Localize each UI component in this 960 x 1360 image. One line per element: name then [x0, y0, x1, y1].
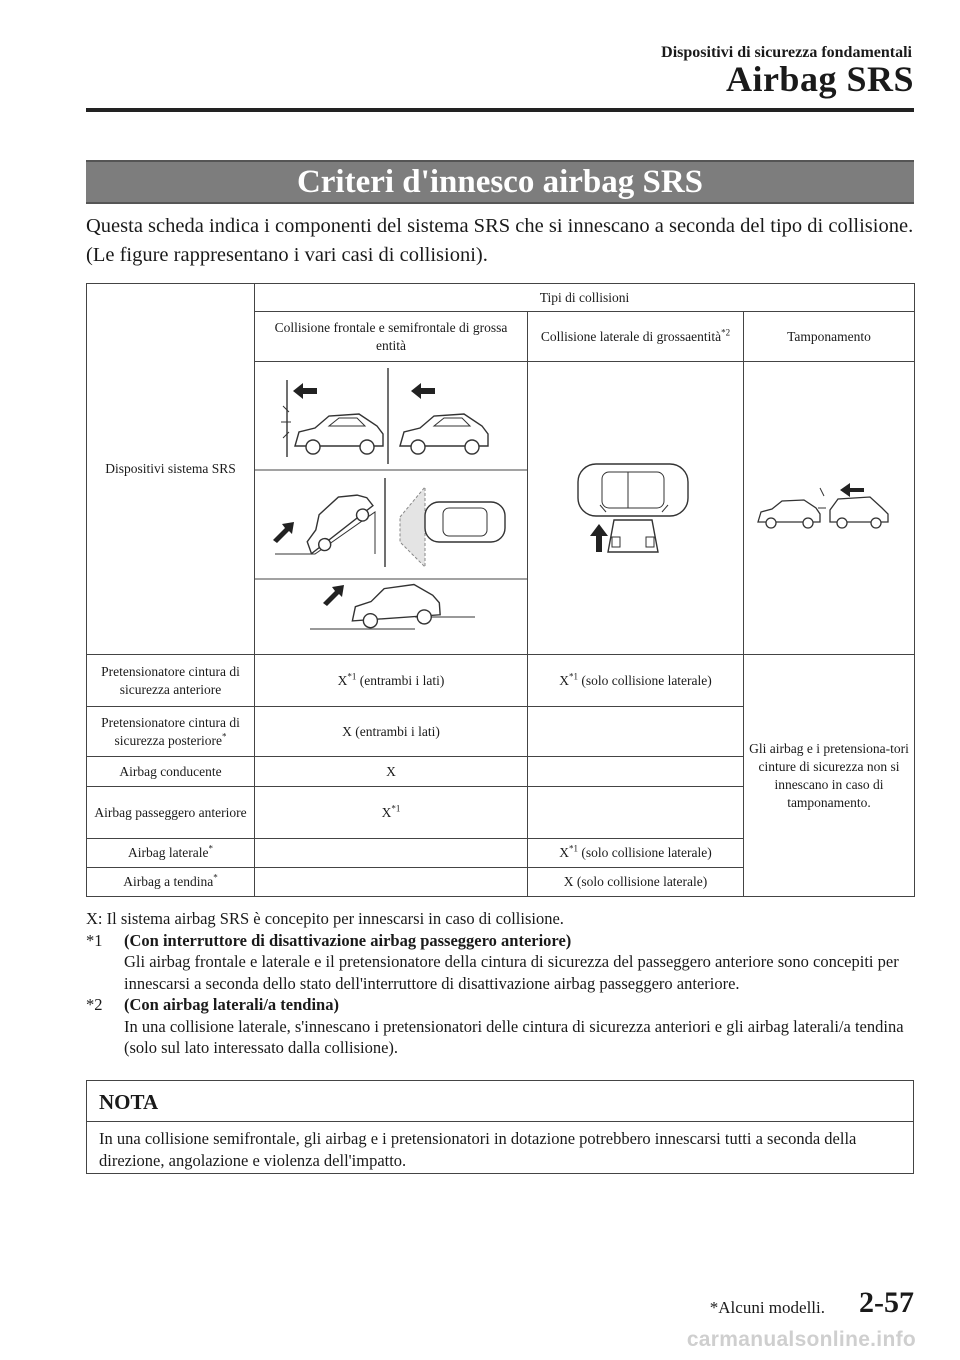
collision-types-header: Tipi di collisioni [255, 284, 915, 312]
corner-label: Dispositivi sistema SRS [87, 284, 255, 655]
frontal-cell: X (entrambi i lati) [255, 707, 528, 757]
car-collision-illustration [744, 362, 915, 654]
car-icon [400, 414, 488, 454]
header-divider [86, 108, 914, 112]
frontal-cell [255, 839, 528, 868]
frontal-collision-figures [255, 362, 528, 655]
row-label: Airbag passeggero anteriore [87, 787, 255, 839]
section-heading: Dispositivi di sicurezza fondamentali [661, 44, 912, 61]
footnote-text: In una collisione laterale, s'innescano i pretensionatori delle cintura di sicurezza anteriori e gli airbag laterali/a tendina (solo sul lato interessato dalla collisione). [124, 1016, 904, 1057]
frontal-cell [255, 868, 528, 897]
side-cell: X (solo collisione laterale) [528, 868, 744, 897]
car-collision-illustration [528, 362, 744, 654]
arrow-icon [293, 383, 317, 399]
row-label: Airbag conducente [87, 757, 255, 787]
x-meaning: X: Il sistema airbag SRS è concepito per innescarsi in caso di collisione. [86, 909, 564, 928]
row-label: Airbag laterale* [87, 839, 255, 868]
footnote-title: (Con airbag laterali/a tendina) [124, 995, 339, 1014]
car-icon [295, 414, 383, 454]
car-icon [294, 484, 377, 560]
car-icon [758, 500, 820, 528]
page-title: Airbag SRS [725, 59, 914, 99]
srs-activation-table [86, 283, 915, 897]
side-cell [528, 787, 744, 839]
arrow-icon [273, 522, 294, 543]
car-icon [350, 583, 441, 629]
intro-paragraph: Questa scheda indica i componenti del sistema SRS che si innescano a seconda del tipo di collisione. (Le figure rappresentano i vari casi di collisioni). [86, 215, 914, 266]
frontal-cell: $X^{*1}$ (entrambi i lati) [255, 655, 528, 707]
watermark: carmanualsonline.info [686, 1328, 916, 1351]
car-top-view-icon [578, 464, 688, 516]
footnote-2 [86, 994, 916, 1059]
car-front-view-icon [608, 520, 658, 552]
arrow-icon [840, 483, 864, 497]
arrow-icon [590, 524, 608, 552]
note-title: NOTA [87, 1081, 913, 1122]
frontal-cell: X [255, 757, 528, 787]
row-label: Pretensionatore cintura di sicurezza anteriore [87, 655, 255, 707]
rear-collision-figure [744, 362, 915, 655]
side-cell [528, 707, 744, 757]
footer-note: *Alcuni modelli. [709, 1298, 825, 1317]
frontal-cell: $X^{*1}$ [255, 787, 528, 839]
row-label: Airbag a tendina* [87, 868, 255, 897]
arrow-icon [411, 383, 435, 399]
section-banner: Criteri d'innesco airbag SRS [86, 160, 914, 204]
col-header-side: Collisione laterale di grossaentità$^{*2}$ [528, 312, 744, 362]
side-cell [528, 757, 744, 787]
side-cell: $X^{*1}$ (solo collisione laterale) [528, 839, 744, 868]
footnote-mark: *1 [86, 930, 103, 950]
footnote-1 [86, 930, 916, 995]
col-header-frontal: Collisione frontale e semifrontale di grossa entità [255, 312, 528, 362]
note-box [86, 1080, 914, 1174]
rear-collision-note: Gli airbag e i pretensiona-tori cinture di sicurezza non si innescano in caso di tamponamento. [744, 655, 915, 897]
legend [86, 908, 916, 1059]
car-icon [830, 497, 888, 528]
arrow-icon [323, 585, 344, 606]
note-body: In una collisione semifrontale, gli airbag e i pretensionatori in dotazione potrebbero innescarsi tutti a seconda della direzione, angolazione e violenza dell'impatto. [99, 1129, 857, 1170]
footnote-title: (Con interruttore di disattivazione airbag passeggero anteriore) [124, 930, 572, 950]
car-collision-illustration [255, 362, 528, 654]
row-label: Pretensionatore cintura di sicurezza posteriore* [87, 707, 255, 757]
car-top-view-icon [425, 502, 505, 542]
footnote-mark: *2 [721, 327, 731, 337]
page-number: 2-57 [859, 1286, 914, 1319]
side-collision-figure [528, 362, 744, 655]
footnote-text: Gli airbag frontale e laterale e il pretensionatore della cintura di sicurezza del passeggero anteriore sono concepiti per innescarsi a seconda dello stato dell'interruttore di disattivazione airbag passeggero anteriore. [124, 952, 899, 993]
col-header-rear: Tamponamento [744, 312, 915, 362]
footnote-mark: *2 [86, 995, 103, 1014]
side-cell: $X^{*1}$ (solo collisione laterale) [528, 655, 744, 707]
